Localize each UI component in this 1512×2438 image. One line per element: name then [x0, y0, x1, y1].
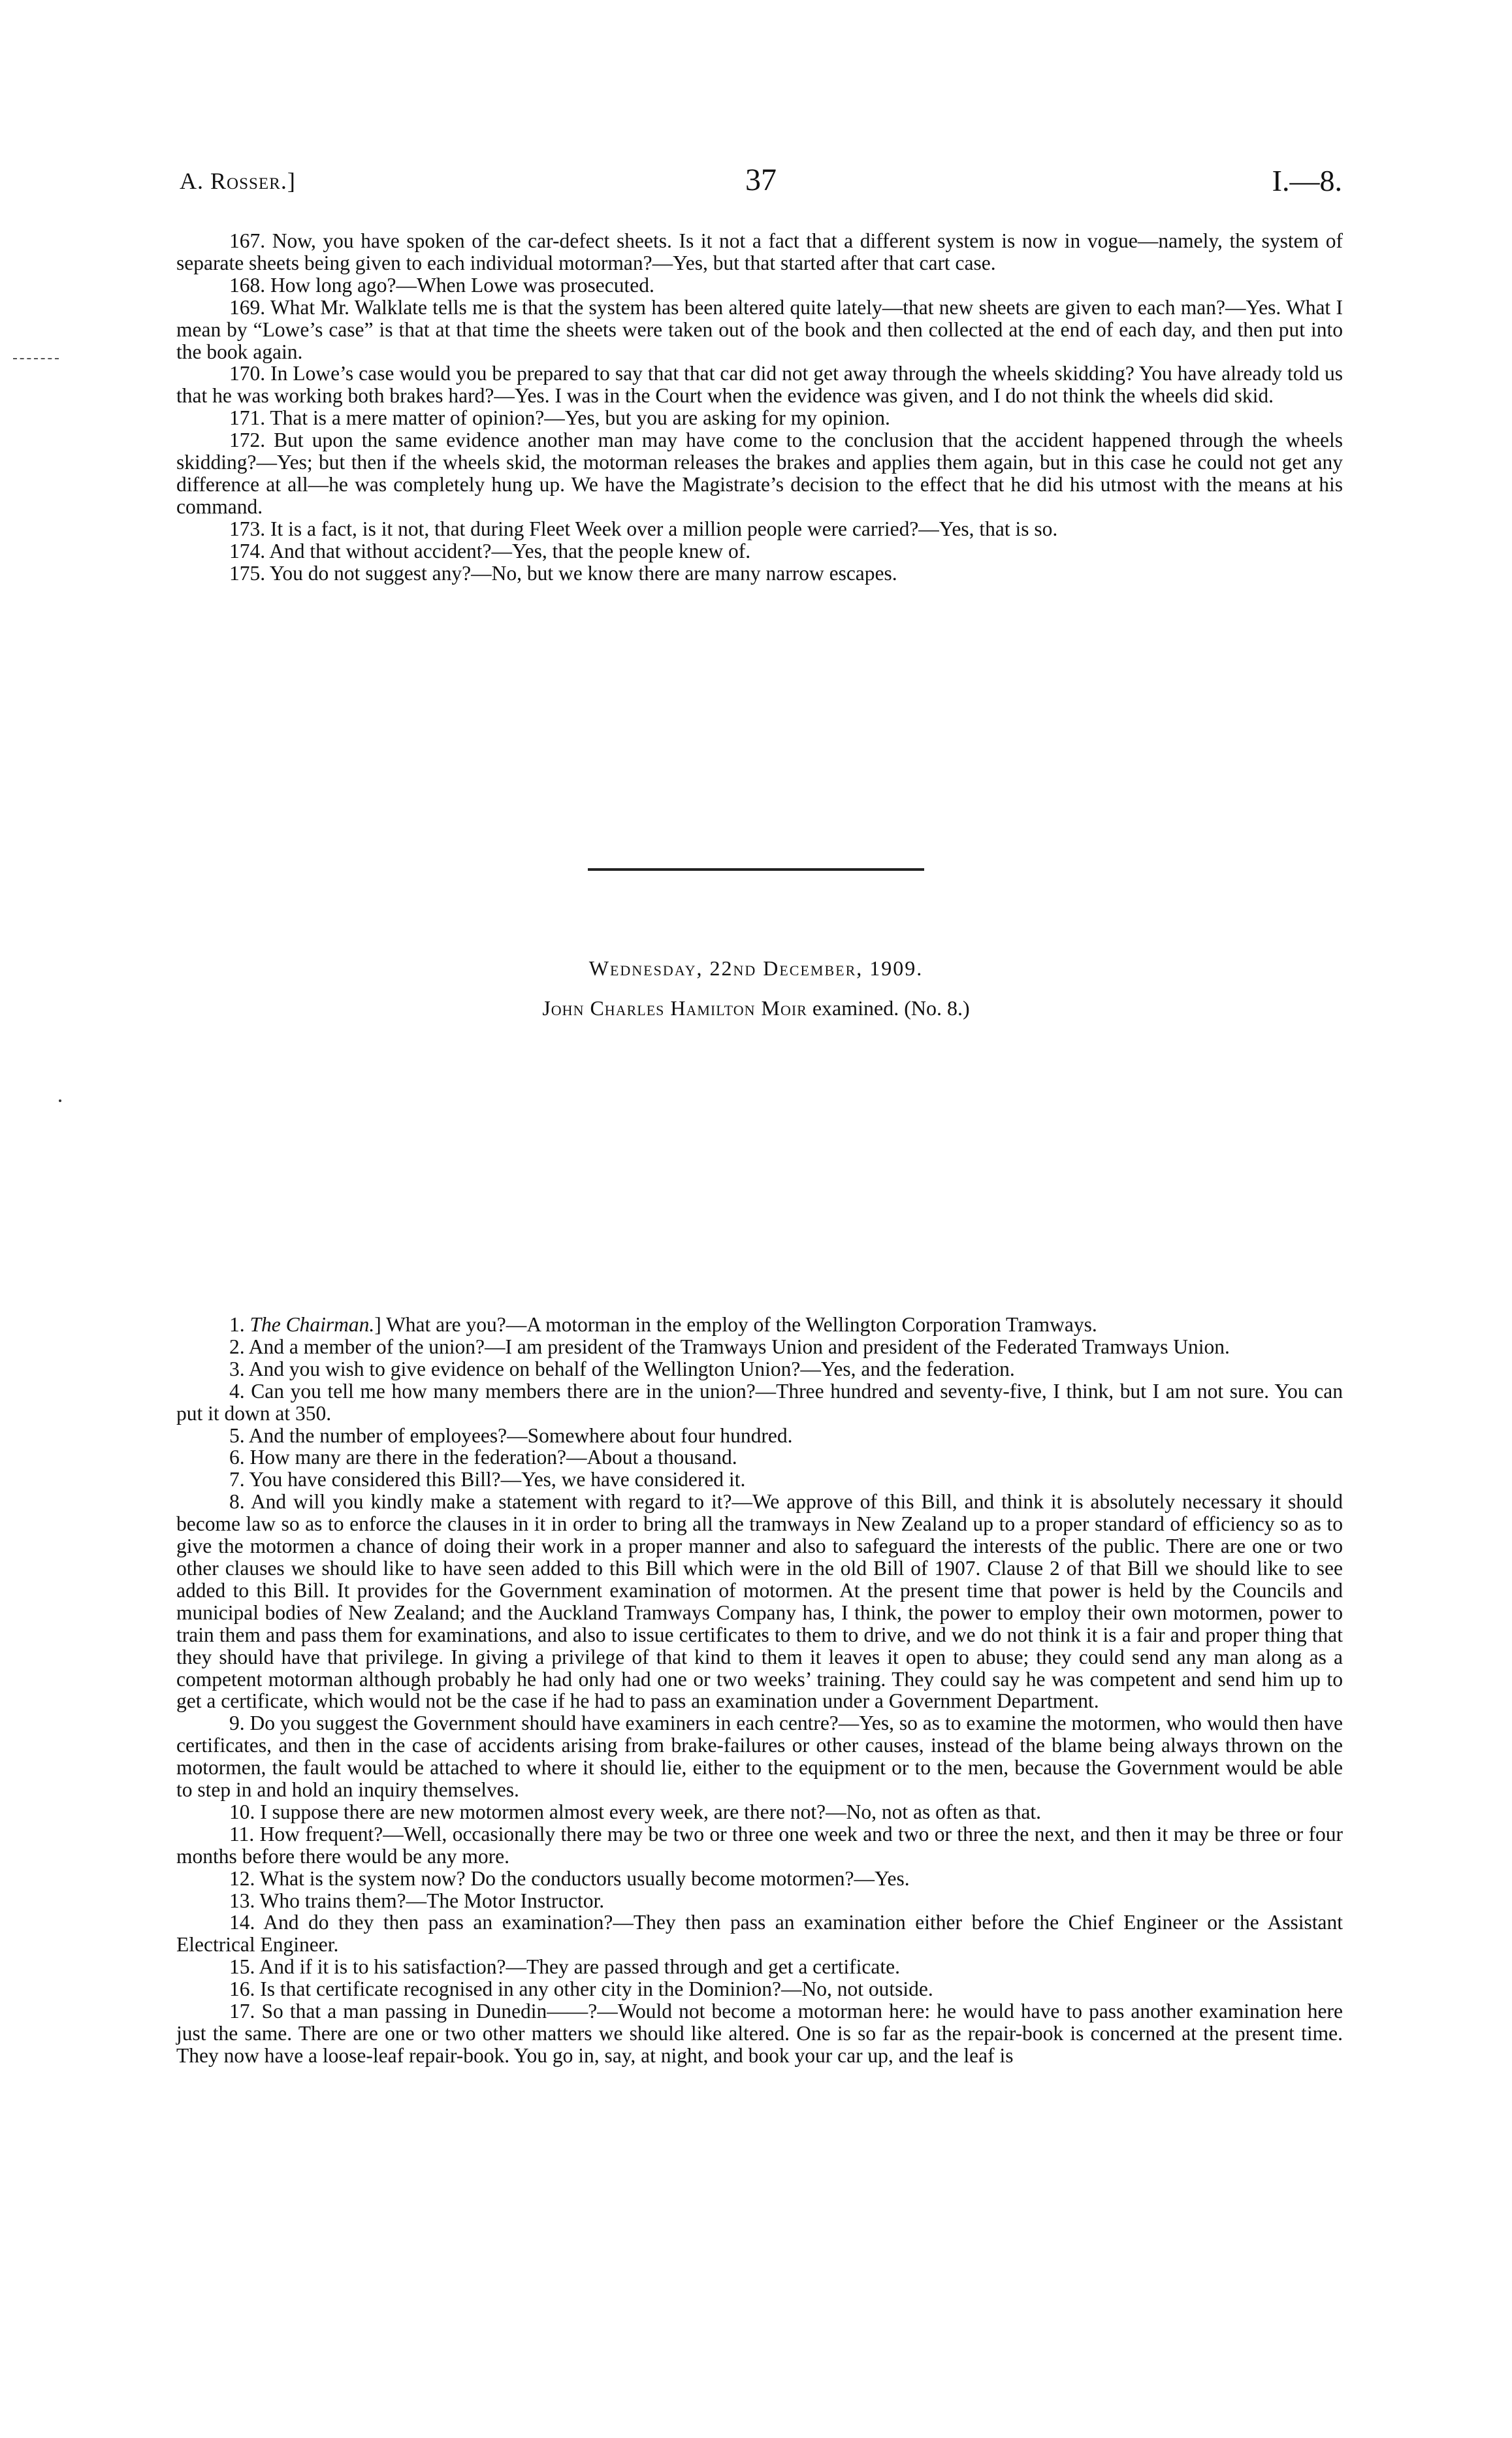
question-172: 172. But upon the same evidence another man may have come to the conclusion that the accident happened through the wheels skidding?—Yes; but then if the wheels skid, the motorman releases the brakes and applies them again, but in this case he could not get any difference at all—he was completely hung up. We have the Magistrate’s decision to the effect that he did his utmost with the means at his command.	[176, 429, 1343, 518]
question-14: 14. And do they then pass an examination?—They then pass an examination either before the Chief Engineer or the Assistant Electrical Engineer.	[176, 1911, 1343, 1957]
margin-mark	[13, 358, 59, 359]
question-13: 13. Who trains them?—The Motor Instructor.	[229, 1889, 605, 1912]
question-169: 169. What Mr. Walklate tells me is that the system has been altered quite lately—that new sheets are given to each man?—Yes. What I mean by “Lowe’s case” is that at that time the sheets were taken out of the book and then collected at the end of each day, and then put into the book again.	[176, 295, 1343, 363]
margin-dot	[59, 1099, 61, 1102]
speaker-name: The Chairman.	[249, 1313, 375, 1336]
question-8: 8. And will you kindly make a statement with regard to it?—We approve of this Bill, and think it is absolutely necessary it should become law so as to enforce the clauses in it in order to bring all the tramways in New Zealand up to a proper standard of efficiency so as to give the motormen a chance of doing their work in a proper manner and also to safeguard the interests of the public. There are one or two other clauses we should like to have seen added to this Bill which were in the old Bill of 1907. Clause 2 of that Bill we should like to see added to this Bill. It provides for the Government examination of motormen. At the present time that power is held by the Councils and municipal bodies of New Zealand; and the Auckland Tramways Company has, I think, the power to employ their own motormen, power to train them and pass them for examinations, and also to issue certificates to them to drive, and we do not think it is a fair and proper thing that they should have that privilege. In giving a privilege of that kind to them it leaves it open to abuse; they could send any man along as a competent motorman although probably he had only had one or two weeks’ training. They could say he was competent and send him up to get a certificate, which would not be the case if he had to pass an examination under a Government Department.	[176, 1490, 1343, 1713]
question-2: 2. And a member of the union?—I am president of the Tramways Union and president of the Federated Tramways Union.	[229, 1335, 1230, 1358]
question-9: 9. Do you suggest the Government should have examiners in each centre?—Yes, so as to examine the motormen, who would then have certificates, and then in the case of accidents arising from brake-failures or other causes, instead of the blame being always thrown on the motormen, the fault would be attached to where it should lie, either to the equipment or to the men, because the Government would be able to step in and hold an inquiry themselves.	[176, 1712, 1343, 1802]
question-10: 10. I suppose there are new motormen almost every week, are there not?—No, not as often as that.	[229, 1800, 1041, 1823]
report-reference: I.—8.	[1272, 164, 1342, 197]
question-6: 6. How many are there in the federation?—About a thousand.	[229, 1446, 737, 1469]
session-date: Wednesday, 22nd December, 1909.	[588, 956, 924, 980]
question-167: 167. Now, you have spoken of the car-defect sheets. Is it not a fact that a different system is now in vogue—namely, the system of separate sheets being given to each individual motorman?—Yes, but that started after that cart case.	[176, 229, 1343, 274]
question-175: 175. You do not suggest any?—No, but we know there are many narrow escapes.	[229, 561, 897, 585]
witness-heading	[0, 996, 1512, 1020]
section-divider	[588, 868, 924, 871]
question-7: 7. You have considered this Bill?—Yes, we have considered it.	[229, 1468, 746, 1491]
question-text: ] What are you?—A motorman in the employ of the Wellington Corporation Tramways.	[374, 1313, 1097, 1336]
question-3: 3. And you wish to give evidence on behalf of the Wellington Union?—Yes, and the federation.	[229, 1357, 1015, 1380]
question-15: 15. And if it is to his satisfaction?—They are passed through and get a certificate.	[229, 1955, 900, 1979]
page-number: 37	[745, 163, 777, 197]
question-12: 12. What is the system now? Do the conductors usually become motormen?—Yes.	[229, 1866, 910, 1890]
witness-name: John Charles Hamilton Moir	[542, 996, 807, 1020]
header-witness-name: A. Rosser.]	[180, 168, 296, 194]
question-171: 171. That is a mere matter of opinion?—Yes, but you are asking for my opinion.	[229, 406, 890, 430]
evidence-section-1	[176, 230, 1343, 585]
question-5: 5. And the number of employees?—Somewhere about four hundred.	[229, 1423, 793, 1447]
question-168: 168. How long ago?—When Lowe was prosecuted.	[229, 273, 654, 297]
question-11: 11. How frequent?—Well, occasionally there may be two or three one week and two or three the next, and then it may be three or four months before there would be any more.	[176, 1822, 1343, 1868]
question-4: 4. Can you tell me how many members there are in the union?—Three hundred and seventy-five, I think, but I am not sure. You can put it down at 350.	[176, 1379, 1343, 1425]
question-174: 174. And that without accident?—Yes, that the people knew of.	[229, 539, 751, 562]
question-number: 1.	[229, 1313, 250, 1336]
evidence-section-2	[176, 1314, 1343, 2067]
witness-examined-label: examined. (No. 8.)	[807, 996, 970, 1020]
question-17: 17. So that a man passing in Dunedin——?—Would not become a motorman here: he would have to pass another examination here just the same. There are one or two other matters we should like altered. One is so far as the repair-book is concerned at the present time. They now have a loose-leaf repair-book. You go in, say, at night, and book your car up, and the leaf is	[176, 2000, 1343, 2067]
question-1	[176, 1314, 1343, 1336]
page-header	[180, 162, 1342, 201]
question-173: 173. It is a fact, is it not, that during Fleet Week over a million people were carried?—Yes, that is so.	[229, 517, 1058, 540]
question-170: 170. In Lowe’s case would you be prepared to say that that car did not get away through the wheels skidding? You have already told us that he was working both brakes hard?—Yes. I was in the Court when the evidence was given, and I do not think the wheels did skid.	[176, 362, 1343, 408]
question-16: 16. Is that certificate recognised in any other city in the Dominion?—No, not outside.	[229, 1977, 933, 2001]
